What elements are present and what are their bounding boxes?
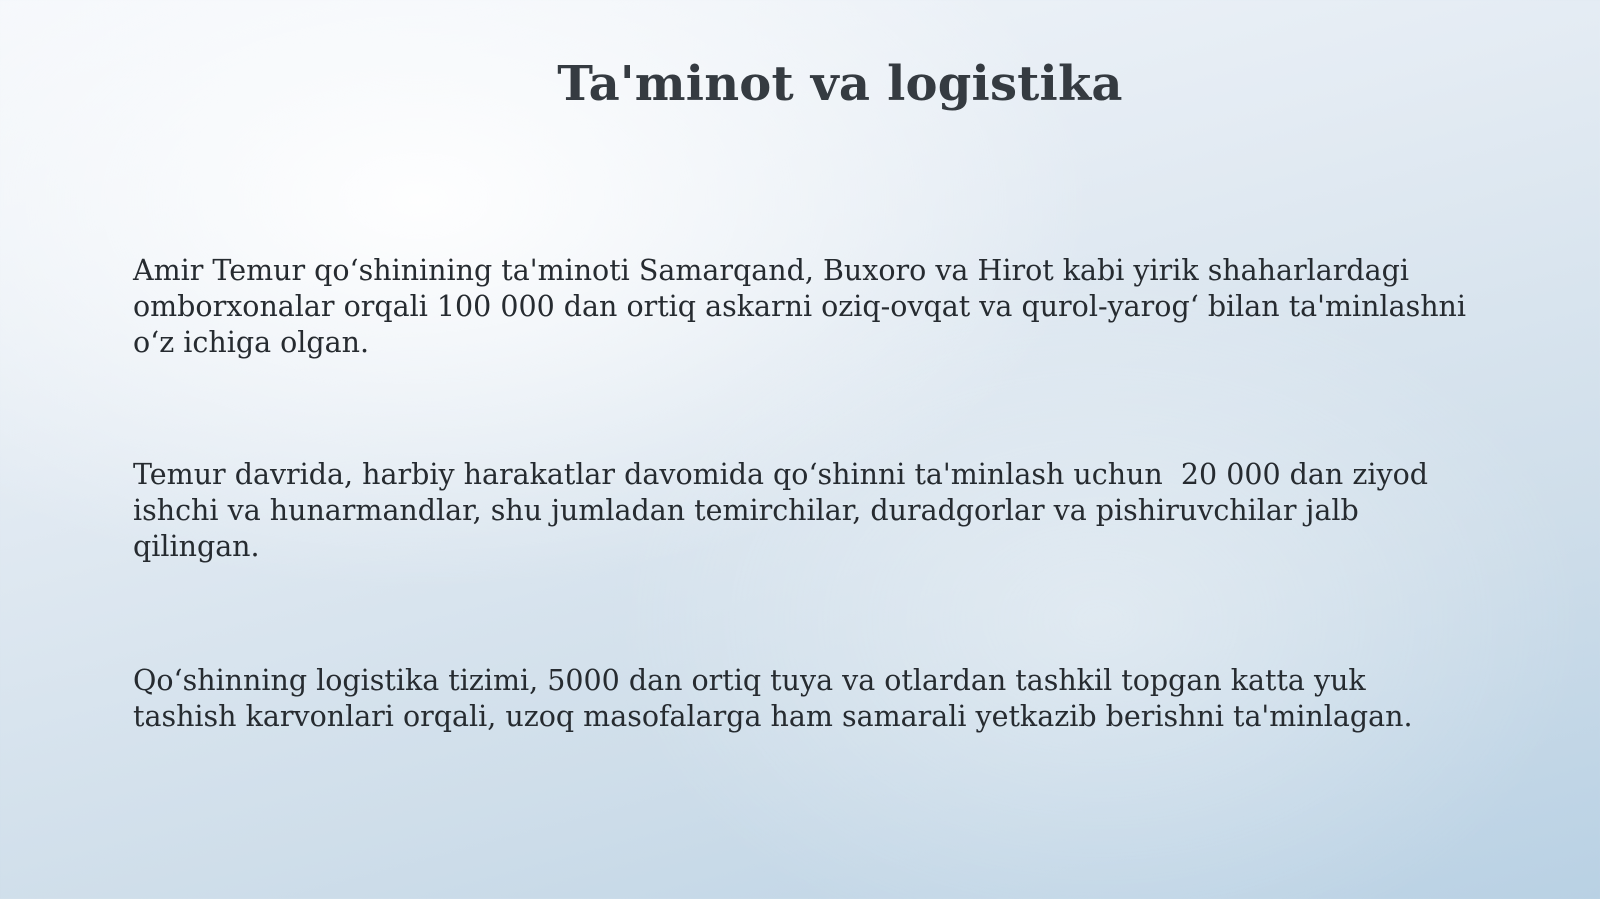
paragraph-workers: Temur davrida, harbiy harakatlar davomida qo‘shinni ta'minlash uchun 20 000 dan ziyod ishchi va hunarmandlar, shu jumladan temirchilar, duradgorlar va pishiruvchilar jalb qilingan. [133, 458, 1438, 563]
slide-title: Ta'minot va logistika [557, 56, 1123, 112]
paragraph-logistics: Qo‘shinning logistika tizimi, 5000 dan ortiq tuya va otlardan tashkil topgan katta yuk tashish karvonlari orqali, uzoq masofalarga ham samarali yetkazib berishni ta'minlagan. [133, 664, 1413, 733]
paragraph-supply: Amir Temur qo‘shinining ta'minoti Samarqand, Buxoro va Hirot kabi yirik shaharlardagi omborxonalar orqali 100 000 dan ortiq askarni oziq-ovqat va qurol-yarog‘ bilan ta'minlashni o‘z ichiga olgan. [133, 254, 1476, 359]
